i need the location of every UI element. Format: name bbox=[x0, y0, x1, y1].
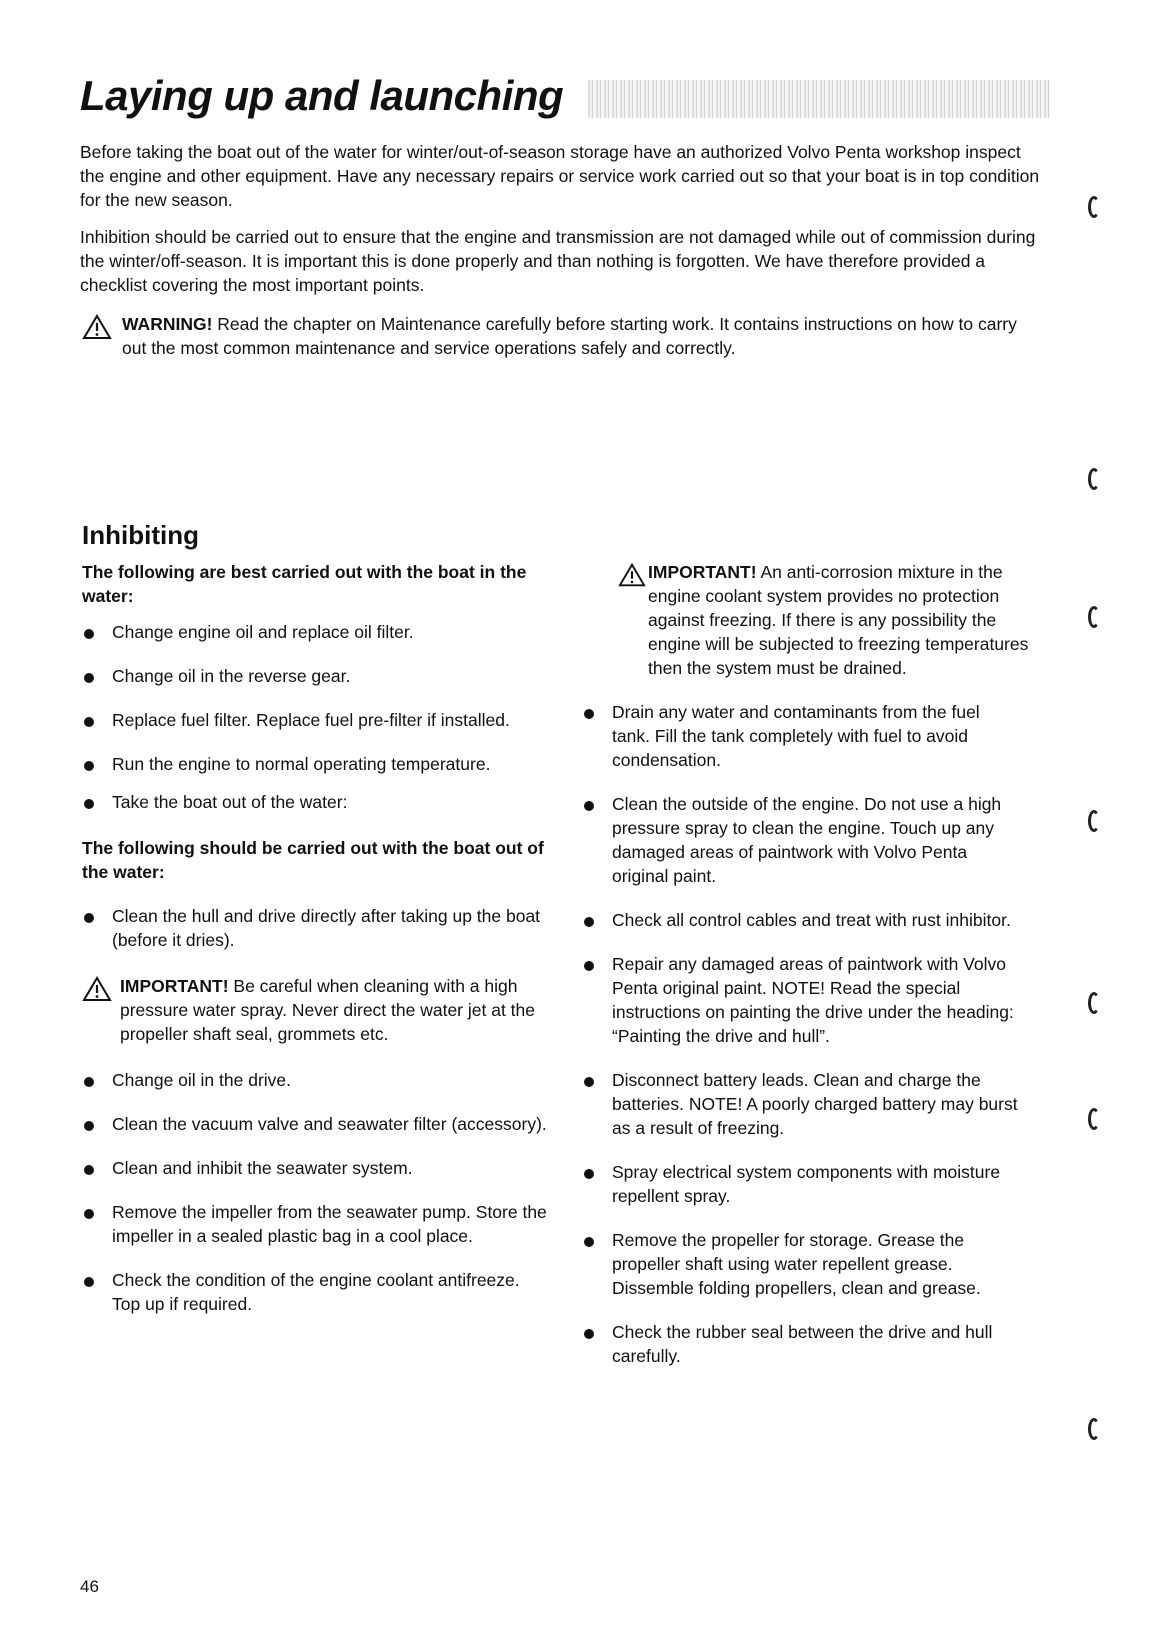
warning-body: Read the chapter on Maintenance carefully before starting work. It contains instructions on how to carry out the most common maintenance and service operations safely and correctly. bbox=[122, 314, 1017, 358]
important-text-1 bbox=[112, 974, 552, 1046]
important-body: An anti-corrosion mixture in the engine coolant system provides no protection against freezing. If there is any possibility the engine will be subjected to freezing temperatures then the system must be drained. bbox=[648, 562, 1029, 678]
binding-hole-mark bbox=[1088, 606, 1100, 628]
important-label: IMPORTANT! bbox=[648, 562, 757, 582]
section-heading-inhibiting: Inhibiting bbox=[82, 520, 199, 550]
list-item: Replace fuel filter. Replace fuel pre-filter if installed. bbox=[82, 708, 552, 732]
binding-hole-mark bbox=[1088, 992, 1100, 1014]
warning-notice bbox=[82, 312, 1042, 360]
in-water-heading: The following are best carried out with the boat in the water: bbox=[82, 562, 527, 606]
page-number: 46 bbox=[80, 1577, 99, 1596]
binding-hole-mark bbox=[1088, 468, 1100, 490]
list-item: Remove the impeller from the seawater pump. Store the impeller in a sealed plastic bag in a cool place. bbox=[82, 1200, 552, 1248]
binding-hole-mark bbox=[1088, 810, 1100, 832]
important-notice-2 bbox=[618, 560, 1052, 680]
binding-hole-mark bbox=[1088, 1418, 1100, 1440]
right-column bbox=[582, 560, 1052, 1368]
binding-hole-mark bbox=[1088, 196, 1100, 218]
important-notice-1 bbox=[82, 974, 552, 1046]
list-item: Spray electrical system components with moisture repellent spray. bbox=[582, 1160, 1022, 1208]
list-item: Clean the outside of the engine. Do not use a high pressure spray to clean the engine. Touch up any damaged areas of paintwork with Volvo Penta original paint. bbox=[582, 792, 1022, 888]
list-item: Check the condition of the engine coolant antifreeze. Top up if required. bbox=[82, 1268, 552, 1316]
list-item: Repair any damaged areas of paintwork with Volvo Penta original paint. NOTE! Read the special instructions on painting the drive under the heading: “Painting the drive and hull”. bbox=[582, 952, 1022, 1048]
list-item: Clean the vacuum valve and seawater filter (accessory). bbox=[82, 1112, 552, 1136]
list-item: Clean the hull and drive directly after taking up the boat (before it dries). bbox=[82, 904, 552, 952]
list-item: Change oil in the reverse gear. bbox=[82, 664, 552, 688]
list-item: Take the boat out of the water: bbox=[82, 790, 552, 814]
out-of-water-list-1 bbox=[82, 904, 552, 952]
left-column bbox=[82, 560, 552, 1316]
warning-triangle-icon bbox=[82, 976, 112, 1002]
list-item: Check all control cables and treat with rust inhibitor. bbox=[582, 908, 1022, 932]
binding-hole-mark bbox=[1088, 1108, 1100, 1130]
out-of-water-list-2 bbox=[82, 1068, 552, 1316]
warning-text bbox=[112, 312, 1042, 360]
warning-triangle-icon bbox=[618, 562, 646, 588]
important-text-2 bbox=[646, 560, 1038, 680]
warning-label: WARNING! bbox=[122, 314, 213, 334]
list-item: Check the rubber seal between the drive and hull carefully. bbox=[582, 1320, 1022, 1368]
out-of-water-heading: The following should be carried out with the boat out of the water: bbox=[82, 838, 544, 882]
warning-triangle-icon bbox=[82, 314, 112, 340]
list-item: Drain any water and contaminants from the fuel tank. Fill the tank completely with fuel to avoid condensation. bbox=[582, 700, 1022, 772]
intro-paragraph-1: Before taking the boat out of the water for winter/out-of-season storage have an authorized Volvo Penta workshop inspect the engine and other equipment. Have any necessary repairs or service work carried out so that your boat is in top condition for the new season. bbox=[80, 142, 1040, 210]
in-water-list bbox=[82, 620, 552, 814]
list-item: Change engine oil and replace oil filter. bbox=[82, 620, 552, 644]
list-item: Remove the propeller for storage. Grease the propeller shaft using water repellent grease. Dissemble folding propellers, clean and grease. bbox=[582, 1228, 1022, 1300]
important-label: IMPORTANT! bbox=[120, 976, 229, 996]
list-item: Disconnect battery leads. Clean and charge the batteries. NOTE! A poorly charged battery may burst as a result of freezing. bbox=[582, 1068, 1022, 1140]
important-body: Be careful when cleaning with a high pressure water spray. Never direct the water jet at the propeller shaft seal, grommets etc. bbox=[120, 976, 535, 1044]
list-item: Clean and inhibit the seawater system. bbox=[82, 1156, 552, 1180]
list-item: Run the engine to normal operating temperature. bbox=[82, 752, 552, 776]
intro-paragraph-2: Inhibition should be carried out to ensure that the engine and transmission are not damaged while out of commission during the winter/off-season. It is important this is done properly and than nothing is forgotten. We have therefore provided a checklist covering the most important points. bbox=[80, 227, 1036, 295]
title-decoration-bar bbox=[588, 80, 1050, 118]
list-item: Change oil in the drive. bbox=[82, 1068, 552, 1092]
page-title: Laying up and launching bbox=[80, 72, 564, 119]
right-checklist bbox=[582, 700, 1022, 1368]
